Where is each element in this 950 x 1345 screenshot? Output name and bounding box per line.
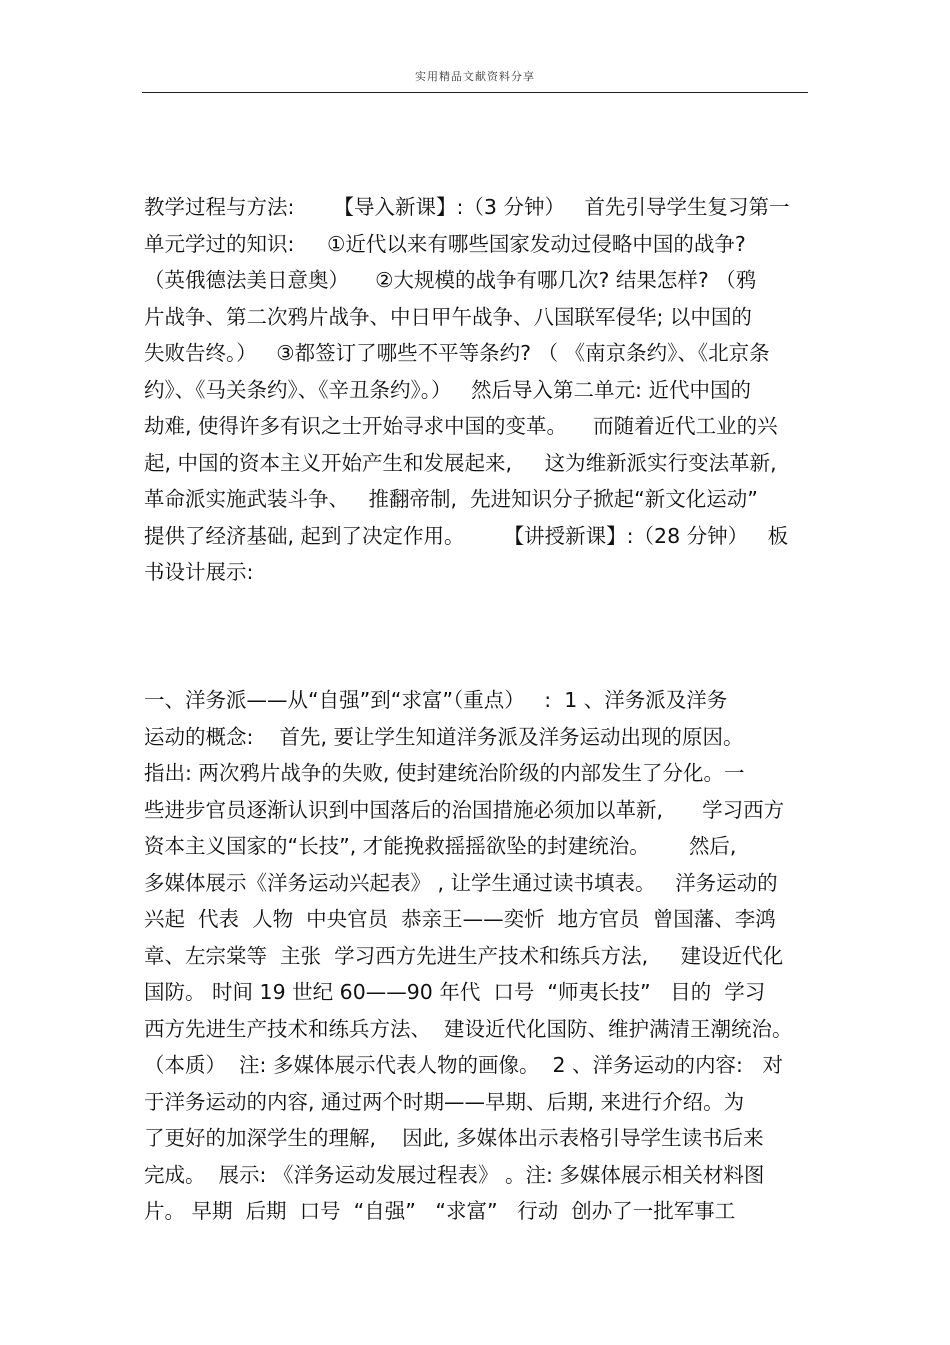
text-line: 劫难, 使得许多有识之士开始寻求中国的变革。 而随着近代工业的兴: [144, 414, 778, 438]
text-line: 西方先进生产技术和练兵方法、 建设近代化国防、维护满清王潮统治。: [144, 1016, 793, 1041]
paragraph-teaching-process: [144, 189, 814, 591]
text-line: 兴起 代表 人物 中央官员 恭亲王——奕忻 地方官员 曾国藩、李鸿: [144, 907, 776, 931]
text-line: 完成。 展示: 《洋务运动发展过程表》 。注: 多媒体展示相关材料图: [144, 1162, 765, 1187]
text-line: 指出: 两次鸦片战争的失败, 使封建统治阶级的内部发生了分化。一: [144, 761, 745, 785]
text-line: 教学过程与方法: 【导入新课】:（3 分钟） 首先引导学生复习第一: [144, 195, 790, 219]
text-line: 些进步官员逐渐认识到中国落后的治国措施必须加以革新, 学习西方: [144, 797, 785, 822]
text-line: 书设计展示:: [144, 560, 254, 584]
text-line: 于洋务运动的内容, 通过两个时期——早期、后期, 来进行介绍。为: [144, 1089, 745, 1114]
text-line: （本质） 注: 多媒体展示代表人物的画像。 2 、洋务运动的内容: 对: [144, 1053, 784, 1077]
text-line: 资本主义国家的“长技”, 才能挽救摇摇欲坠的封建统治。 然后,: [144, 834, 737, 858]
page-header: 实用精品文献资料分享: [415, 70, 535, 83]
text-line: 约》、《马关条约》、《辛丑条约》。） 然后导入第二单元: 近代中国的: [144, 377, 751, 402]
text-line: 单元学过的知识: ①近代以来有哪些国家发动过侵略中国的战争?: [144, 231, 746, 256]
header-divider: [142, 92, 808, 93]
text-line: 章、左宗棠等 主张 学习西方先进生产技术和练兵方法, 建设近代化: [144, 943, 784, 968]
text-line: 国防。 时间 19 世纪 60——90 年代 口号 “师夷长技” 目的 学习: [144, 980, 766, 1004]
text-line: 多媒体展示《洋务运动兴起表》 , 让学生通过读书填表。 洋务运动的: [144, 870, 778, 895]
text-line: 一、洋务派——从“自强”到“求富”（重点） : 1 、洋务派及洋务: [144, 688, 728, 712]
text-line: 了更好的加深学生的理解, 因此, 多媒体出示表格引导学生读书后来: [144, 1126, 764, 1150]
text-line: 片战争、第二次鸦片战争、中日甲午战争、八国联军侵华; 以中国的: [144, 304, 752, 329]
paragraph-westernization-movement: [144, 682, 814, 1230]
text-line: 起, 中国的资本主义开始产生和发展起来, 这为维新派实行变法革新,: [144, 450, 777, 475]
text-line: 片。 早期 后期 口号 “自强” “求富” 行动 创办了一批军事工: [144, 1199, 736, 1223]
text-line: （英俄德法美日意奥） ②大规模的战争有哪几次? 结果怎样? （鸦: [144, 268, 757, 292]
text-line: 失败告终。） ③都签订了哪些不平等条约? （ 《南京条约》、《北京条: [144, 341, 770, 365]
text-line: 提供了经济基础, 起到了决定作用。 【讲授新课】:（28 分钟） 板: [144, 523, 789, 548]
text-line: 运动的概念: 首先, 要让学生知道洋务派及洋务运动出现的原因。: [144, 724, 744, 749]
text-line: 革命派实施武装斗争、 推翻帝制, 先进知识分子掀起“新文化运动”: [144, 487, 758, 511]
